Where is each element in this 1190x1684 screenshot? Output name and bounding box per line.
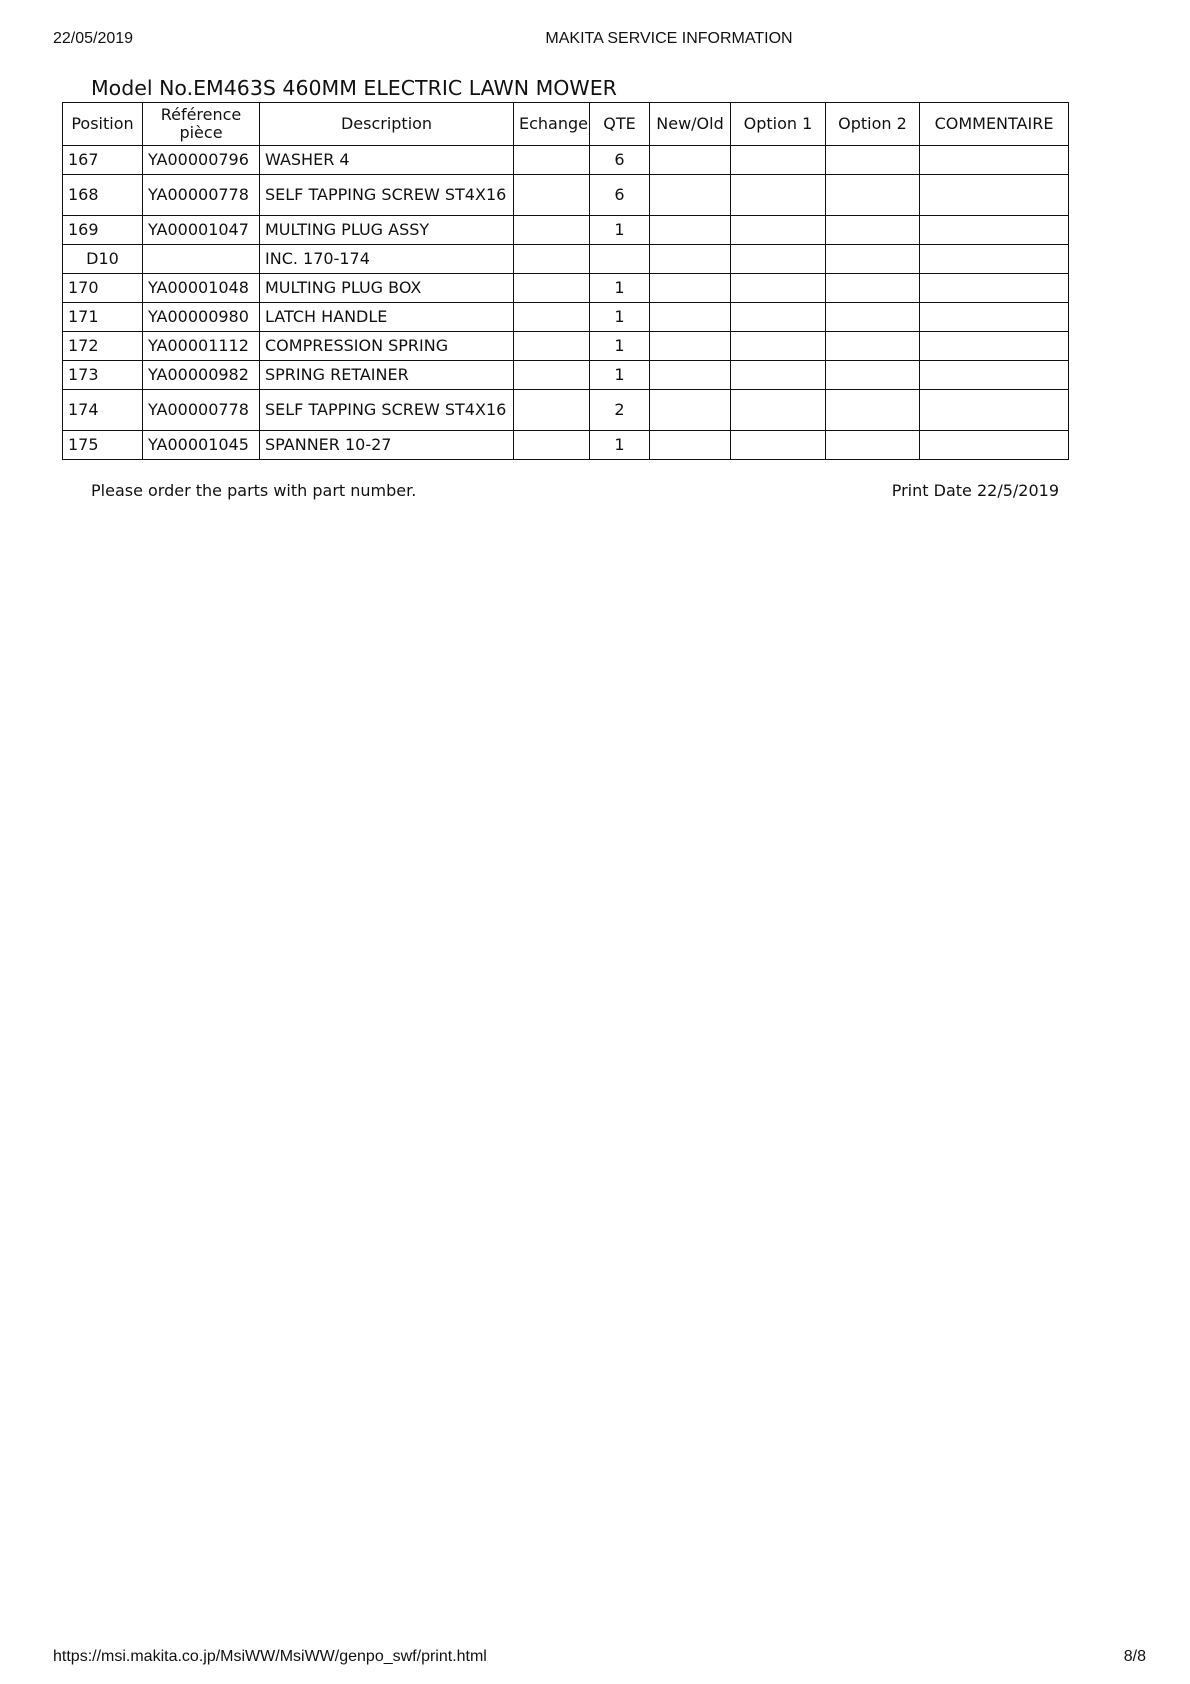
cell-commentaire bbox=[920, 431, 1069, 460]
page-number: 8/8 bbox=[1123, 1648, 1146, 1665]
cell-reference: YA00000796 bbox=[143, 146, 260, 175]
cell-description: WASHER 4 bbox=[260, 146, 514, 175]
cell-quantity: 6 bbox=[590, 146, 650, 175]
cell-new-old bbox=[650, 175, 731, 216]
cell-new-old bbox=[650, 245, 731, 274]
cell-position: 167 bbox=[63, 146, 143, 175]
cell-option-2 bbox=[826, 361, 920, 390]
cell-option-1 bbox=[731, 332, 826, 361]
cell-quantity: 1 bbox=[590, 332, 650, 361]
cell-option-1 bbox=[731, 361, 826, 390]
cell-position: 170 bbox=[63, 274, 143, 303]
cell-commentaire bbox=[920, 390, 1069, 431]
cell-option-1 bbox=[731, 245, 826, 274]
cell-new-old bbox=[650, 274, 731, 303]
cell-option-2 bbox=[826, 146, 920, 175]
cell-quantity bbox=[590, 245, 650, 274]
cell-reference: YA00001047 bbox=[143, 216, 260, 245]
cell-reference: YA00001045 bbox=[143, 431, 260, 460]
column-header-qte: QTE bbox=[590, 103, 650, 146]
cell-quantity: 1 bbox=[590, 431, 650, 460]
cell-position: 174 bbox=[63, 390, 143, 431]
cell-commentaire bbox=[920, 303, 1069, 332]
page-url: https://msi.makita.co.jp/MsiWW/MsiWW/genpo_swf/print.html bbox=[53, 1648, 487, 1665]
table-row bbox=[63, 274, 1069, 303]
cell-description: MULTING PLUG ASSY bbox=[260, 216, 514, 245]
cell-echange bbox=[514, 390, 590, 431]
cell-description: SELF TAPPING SCREW ST4X16 bbox=[260, 390, 514, 431]
print-header-date: 22/05/2019 bbox=[53, 30, 134, 47]
cell-reference: YA00000980 bbox=[143, 303, 260, 332]
cell-echange bbox=[514, 175, 590, 216]
cell-description: MULTING PLUG BOX bbox=[260, 274, 514, 303]
cell-option-2 bbox=[826, 390, 920, 431]
cell-option-1 bbox=[731, 146, 826, 175]
cell-option-1 bbox=[731, 175, 826, 216]
cell-description: COMPRESSION SPRING bbox=[260, 332, 514, 361]
cell-new-old bbox=[650, 146, 731, 175]
cell-quantity: 2 bbox=[590, 390, 650, 431]
table-row bbox=[63, 303, 1069, 332]
cell-commentaire bbox=[920, 146, 1069, 175]
cell-new-old bbox=[650, 216, 731, 245]
cell-echange bbox=[514, 216, 590, 245]
column-header-description: Description bbox=[260, 103, 514, 146]
cell-option-2 bbox=[826, 245, 920, 274]
cell-option-2 bbox=[826, 303, 920, 332]
cell-reference bbox=[143, 245, 260, 274]
cell-reference: YA00000778 bbox=[143, 390, 260, 431]
cell-echange bbox=[514, 146, 590, 175]
cell-commentaire bbox=[920, 245, 1069, 274]
column-header-option-2: Option 2 bbox=[826, 103, 920, 146]
cell-commentaire bbox=[920, 274, 1069, 303]
cell-new-old bbox=[650, 390, 731, 431]
cell-commentaire bbox=[920, 332, 1069, 361]
cell-description: SPRING RETAINER bbox=[260, 361, 514, 390]
cell-position: 173 bbox=[63, 361, 143, 390]
print-date: Print Date 22/5/2019 bbox=[891, 481, 1059, 500]
order-note: Please order the parts with part number. bbox=[91, 481, 417, 500]
column-header-reference: Référence pièce bbox=[143, 103, 260, 146]
cell-option-1 bbox=[731, 274, 826, 303]
cell-position: 169 bbox=[63, 216, 143, 245]
cell-quantity: 1 bbox=[590, 216, 650, 245]
column-header-position: Position bbox=[63, 103, 143, 146]
cell-position: 168 bbox=[63, 175, 143, 216]
cell-quantity: 6 bbox=[590, 175, 650, 216]
column-header-commentaire: COMMENTAIRE bbox=[920, 103, 1069, 146]
model-title: Model No.EM463S 460MM ELECTRIC LAWN MOWER bbox=[91, 76, 617, 100]
cell-option-1 bbox=[731, 303, 826, 332]
cell-option-1 bbox=[731, 216, 826, 245]
cell-description: LATCH HANDLE bbox=[260, 303, 514, 332]
cell-description: INC. 170-174 bbox=[260, 245, 514, 274]
cell-option-2 bbox=[826, 274, 920, 303]
cell-new-old bbox=[650, 303, 731, 332]
cell-quantity: 1 bbox=[590, 361, 650, 390]
cell-position: 171 bbox=[63, 303, 143, 332]
table-row bbox=[63, 175, 1069, 216]
table-row bbox=[63, 332, 1069, 361]
cell-option-2 bbox=[826, 431, 920, 460]
print-header-title: MAKITA SERVICE INFORMATION bbox=[545, 30, 793, 47]
cell-description: SELF TAPPING SCREW ST4X16 bbox=[260, 175, 514, 216]
table-row bbox=[63, 431, 1069, 460]
cell-option-2 bbox=[826, 175, 920, 216]
cell-echange bbox=[514, 431, 590, 460]
cell-description: SPANNER 10-27 bbox=[260, 431, 514, 460]
cell-echange bbox=[514, 361, 590, 390]
table-row bbox=[63, 216, 1069, 245]
cell-quantity: 1 bbox=[590, 303, 650, 332]
table-row bbox=[63, 390, 1069, 431]
cell-reference: YA00000778 bbox=[143, 175, 260, 216]
cell-echange bbox=[514, 274, 590, 303]
cell-option-1 bbox=[731, 390, 826, 431]
cell-echange bbox=[514, 303, 590, 332]
cell-position: D10 bbox=[63, 245, 143, 274]
cell-reference: YA00001048 bbox=[143, 274, 260, 303]
cell-option-2 bbox=[826, 216, 920, 245]
parts-table bbox=[62, 102, 1069, 460]
cell-option-2 bbox=[826, 332, 920, 361]
table-row bbox=[63, 361, 1069, 390]
cell-new-old bbox=[650, 332, 731, 361]
cell-new-old bbox=[650, 431, 731, 460]
table-row bbox=[63, 146, 1069, 175]
cell-commentaire bbox=[920, 175, 1069, 216]
cell-new-old bbox=[650, 361, 731, 390]
table-row bbox=[63, 245, 1069, 274]
column-header-echange: Echange bbox=[514, 103, 590, 146]
cell-echange bbox=[514, 332, 590, 361]
cell-echange bbox=[514, 245, 590, 274]
cell-quantity: 1 bbox=[590, 274, 650, 303]
cell-commentaire bbox=[920, 216, 1069, 245]
cell-commentaire bbox=[920, 361, 1069, 390]
column-header-option-1: Option 1 bbox=[731, 103, 826, 146]
cell-position: 175 bbox=[63, 431, 143, 460]
cell-reference: YA00001112 bbox=[143, 332, 260, 361]
cell-position: 172 bbox=[63, 332, 143, 361]
table-header-row bbox=[63, 103, 1069, 146]
cell-option-1 bbox=[731, 431, 826, 460]
column-header-new-old: New/Old bbox=[650, 103, 731, 146]
cell-reference: YA00000982 bbox=[143, 361, 260, 390]
